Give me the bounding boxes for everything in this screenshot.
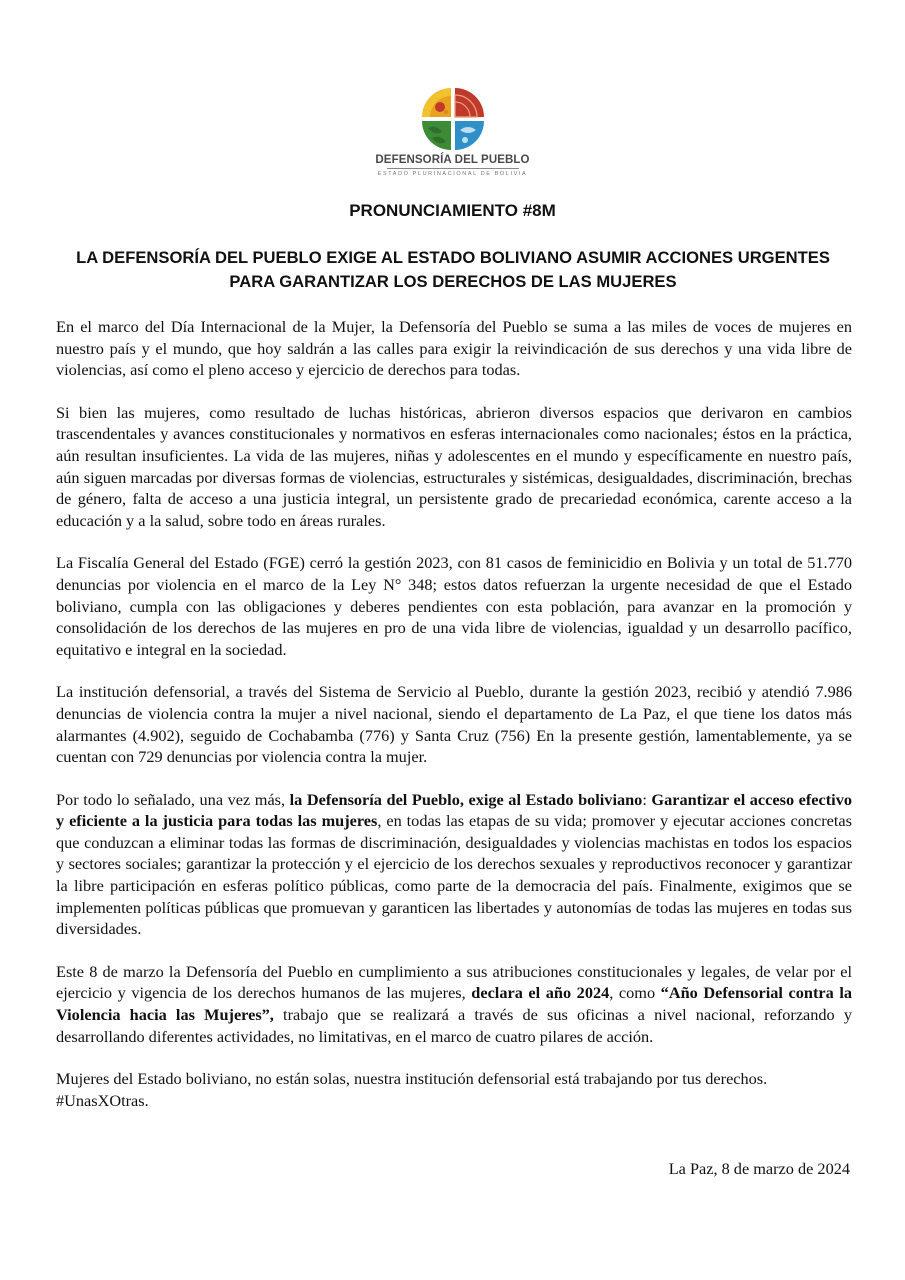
paragraph-5 bbox=[56, 789, 852, 940]
p6-text-c: , como bbox=[609, 983, 661, 1003]
p5-text-a: Por todo lo señalado, una vez más, bbox=[56, 789, 290, 809]
paragraph-3: La Fiscalía General del Estado (FGE) cerró la gestión 2023, con 81 casos de feminicidio en Bolivia y un total de 51.770 denuncias por violencia en el marco de la Ley N° 348; estos datos refuerzan la urgente necesidad de que el Estado boliviano, cumpla con las obligaciones y deberes pendientes con esta población, para avanzar en la promoción y consolidación de los derechos de las mujeres en pro de una vida libre de violencias, igualdad y un desarrollo pacífico, equitativo e integral en la sociedad. bbox=[56, 553, 852, 659]
document-date: La Paz, 8 de marzo de 2024 bbox=[668, 1159, 850, 1178]
document-title: PRONUNCIAMIENTO #8M bbox=[349, 201, 556, 220]
paragraph-6 bbox=[56, 961, 852, 1047]
org-subtitle: ESTADO PLURINACIONAL DE BOLIVIA bbox=[377, 171, 528, 177]
headline-line-2: PARA GARANTIZAR LOS DERECHOS DE LAS MUJERES bbox=[229, 272, 677, 291]
paragraph-1: En el marco del Día Internacional de la Mujer, la Defensoría del Pueblo se suma a las miles de voces de mujeres en nuestro país y el mundo, que hoy saldrán a las calles para exigir la reivindicación de sus derechos y una vida libre de violencias, así como el pleno acceso y ejercicio de derechos para todas. bbox=[56, 317, 852, 380]
p5-bold-b: la Defensoría del Pueblo, exige al Estado boliviano bbox=[289, 789, 643, 809]
p6-bold-b: declara el año 2024 bbox=[471, 983, 610, 1003]
p6-text-a: Este 8 de marzo la Defensoría del Pueblo en cumplimiento a sus atribuciones constitucionales y legales, de velar por el ejercicio y vigencia de los derechos humanos de las mujeres, bbox=[56, 961, 852, 1003]
defensoria-emblem-icon bbox=[420, 86, 486, 152]
p6-bold-d: “Año Defensorial contra la Violencia hacia las Mujeres”, bbox=[56, 983, 852, 1025]
hashtag: #UnasXOtras. bbox=[56, 1090, 149, 1110]
paragraph-2: Si bien las mujeres, como resultado de luchas históricas, abrieron diversos espacios que derivaron en cambios trascendentales y avances constitucionales y normativos en esferas internacionales como nacionales; éstos en la práctica, aún resultan insuficientes. La vida de las mujeres, niñas y adolescentes en el mundo y específicamente en nuestro país, aún siguen marcadas por diversas formas de violencias, estructurales y sistémicas, desigualdades, discriminación, brechas de género, falta de acceso a una justicia integral, un persistente grado de precariedad económica, carente acceso a la educación y a la salud, sobre todo en áreas rurales. bbox=[56, 402, 852, 530]
p5-text-c: : bbox=[642, 789, 652, 809]
paragraph-7 bbox=[56, 1068, 852, 1111]
paragraph-4: La institución defensorial, a través del Sistema de Servicio al Pueblo, durante la gestión 2023, recibió y atendió 7.986 denuncias de violencia contra la mujer a nivel nacional, siendo el departamento de La Paz, el que tiene los datos más alarmantes (4.902), seguido de Cochabamba (776) y Santa Cruz (756) En la presente gestión, lamentablemente, ya se cuentan con 729 denuncias por violencia contra la mujer. bbox=[56, 682, 852, 767]
document-body bbox=[56, 316, 852, 1132]
org-name: DEFENSORÍA DEL PUEBLO bbox=[375, 154, 530, 166]
p5-text-e: , en todas las etapas de su vida; promover y ejecutar acciones concretas que conduzcan a eliminar todas las formas de discriminación, desigualdades y violencias machistas en todos los espacios y sectores sociales; garantizar la protección y el ejercicio de los derechos sexuales y reproductivos reconocer y garantizar la libre participación en esferas político públicas, como parte de la democracia del país. Finalmente, exigimos que se implementen políticas públicas que promuevan y garanticen las libertades y autonomías de todas las mujeres en todas sus diversidades. bbox=[56, 811, 852, 939]
headline-line-1: LA DEFENSORÍA DEL PUEBLO EXIGE AL ESTADO BOLIVIANO ASUMIR ACCIONES URGENTES bbox=[76, 248, 830, 267]
logo-block bbox=[0, 86, 905, 177]
p5-bold-d: Garantizar el acceso efectivo y eficiente a la justicia para todas las mujeres bbox=[56, 789, 852, 831]
org-divider bbox=[387, 168, 519, 169]
p6-text-e: trabajo que se realizará a través de sus oficinas a nivel nacional, reforzando y desarrollando diferentes actividades, no limitativas, en el marco de cuatro pilares de acción. bbox=[56, 1005, 853, 1046]
document-headline bbox=[48, 246, 858, 294]
p7-line-1: Mujeres del Estado boliviano, no están solas, nuestra institución defensorial está trabajando por tus derechos. bbox=[56, 1069, 768, 1089]
